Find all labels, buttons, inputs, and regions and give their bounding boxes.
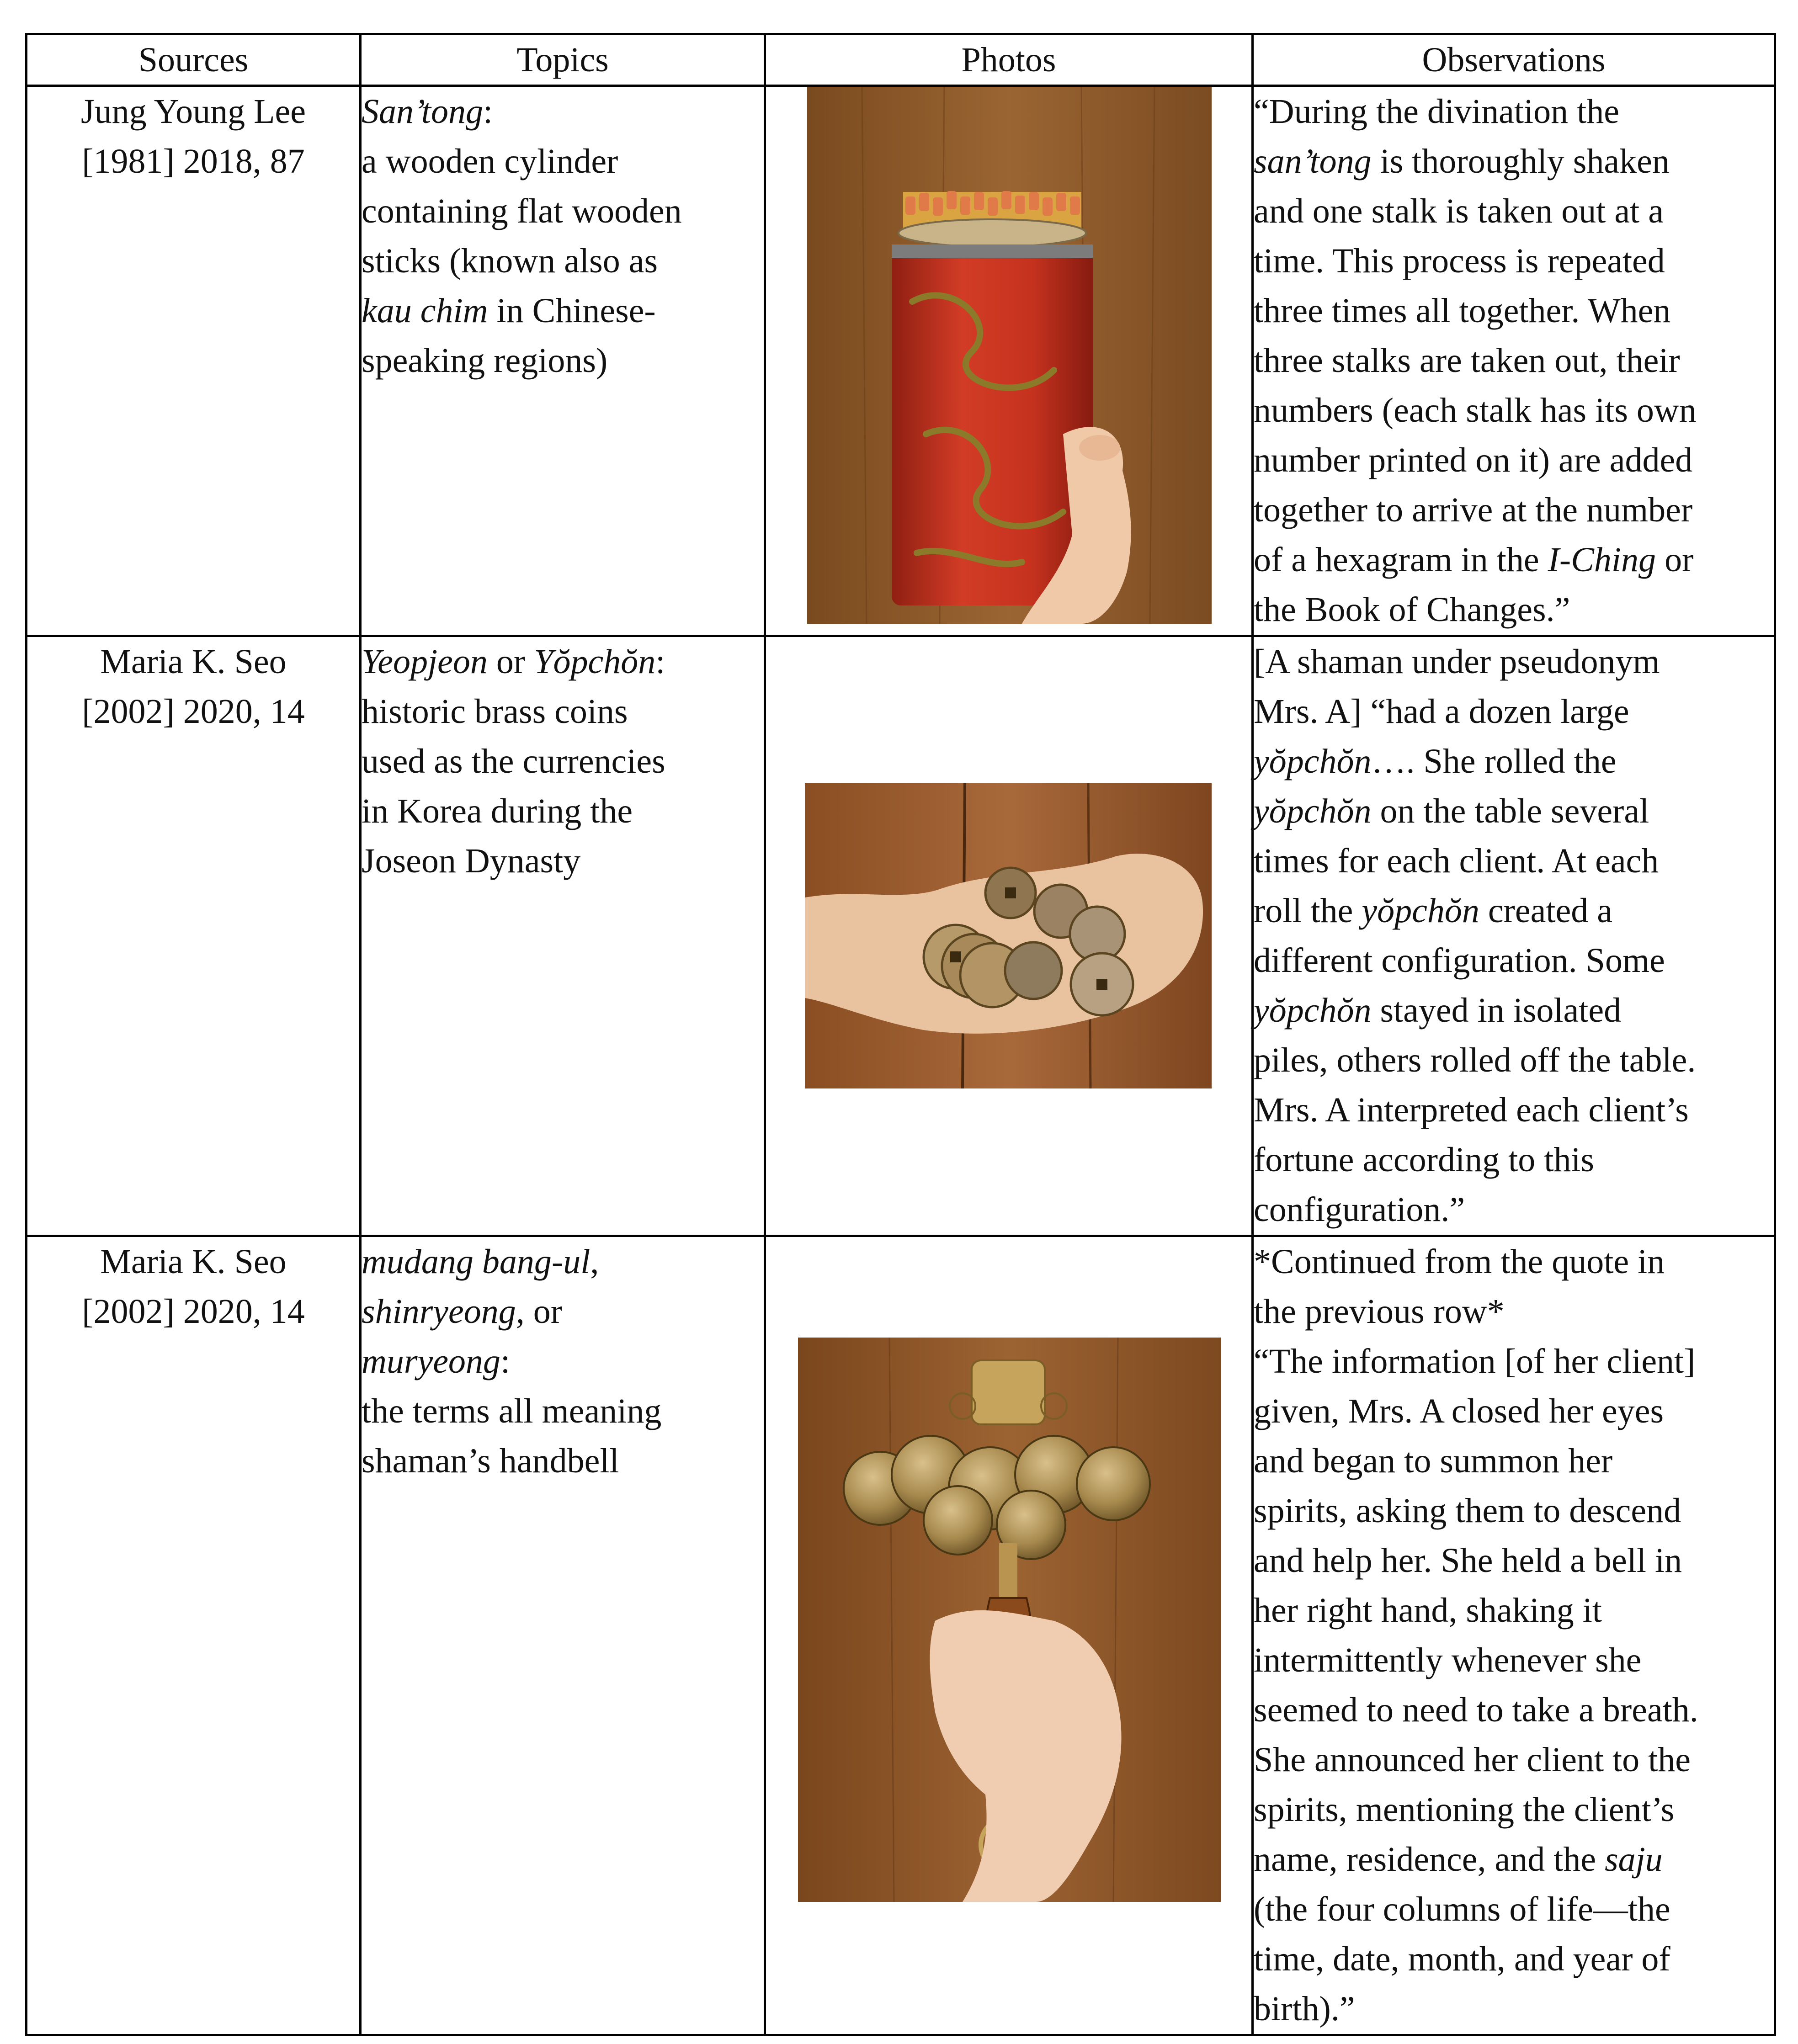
- topic-term: Yŏpchŏn: [534, 642, 656, 681]
- cylinder-rim: [899, 219, 1086, 247]
- obs-italic-term: yŏpchŏn: [1254, 991, 1372, 1030]
- topic-term: shinryeong: [362, 1292, 516, 1331]
- topic-text: [362, 637, 764, 886]
- observation-text: [1254, 637, 1774, 1235]
- table-header-row: [27, 34, 1775, 86]
- obs-text-part: or the Book of Changes.”: [1254, 541, 1694, 629]
- sources-table: [25, 33, 1776, 2036]
- topic-cell: [361, 1236, 765, 2035]
- obs-italic-term: saju: [1605, 1840, 1663, 1879]
- obs-text-part: on the table several times for each client. At each roll the: [1254, 792, 1659, 930]
- topic-desc-italic: kau chim: [362, 292, 488, 330]
- obs-italic-term: san’tong: [1254, 142, 1372, 181]
- source-cell: [27, 86, 361, 636]
- topic-or: or: [487, 642, 534, 681]
- topic-term-suffix: :: [500, 1342, 511, 1380]
- topic-cell: [361, 636, 765, 1236]
- observation-cell: [1253, 1236, 1775, 2035]
- obs-italic-term: yŏpchŏn: [1254, 792, 1372, 830]
- obs-text-part: …. She rolled the: [1371, 742, 1617, 780]
- observation-text: [1254, 1237, 1774, 2034]
- obs-text-part: (the four columns of life—the time, date, month, and year of birth).”: [1254, 1890, 1670, 2028]
- photo-cell: [765, 86, 1253, 636]
- topic-text: [362, 1237, 764, 1486]
- source-text: Maria K. Seo [2002] 2020, 14: [82, 1242, 305, 1331]
- topic-sep: , or: [516, 1292, 563, 1331]
- table-row: [27, 86, 1775, 636]
- header-photos: Photos: [765, 34, 1253, 86]
- topic-term: Yeopjeon: [362, 642, 488, 681]
- table-row: [27, 636, 1775, 1236]
- topic-desc-pre: a wooden cylinder containing flat wooden sticks (known also as: [362, 142, 682, 280]
- red-dragon-cylinder-photo: [807, 87, 1212, 624]
- header-sources: Sources: [27, 34, 361, 86]
- bell-stem: [999, 1543, 1017, 1598]
- shaman-handbell-photo: [798, 1338, 1221, 1902]
- obs-text-part: [A shaman under pseudonym Mrs. A] “had a dozen large: [1254, 642, 1660, 731]
- source-cell: [27, 636, 361, 1236]
- topic-term-suffix: :: [655, 642, 665, 681]
- topic-term-suffix: :: [483, 92, 493, 131]
- source-cell: [27, 1236, 361, 2035]
- photo-cell: [765, 1236, 1253, 2035]
- topic-desc-post: in Chinese- speaking regions): [362, 292, 656, 380]
- observation-text: [1254, 87, 1774, 635]
- obs-text-part: “During the divination the: [1254, 92, 1619, 131]
- obs-text-part: stayed in isolated piles, others rolled off the table. Mrs. A interpreted each client’s fortune according to this configuration.”: [1254, 991, 1696, 1229]
- photo-cell: [765, 636, 1253, 1236]
- header-observations: Observations: [1253, 34, 1775, 86]
- topic-term: muryeong: [362, 1342, 500, 1380]
- source-text: Jung Young Lee [1981] 2018, 87: [81, 92, 306, 181]
- table-row: [27, 1236, 1775, 2035]
- obs-italic-term: yŏpchŏn: [1254, 742, 1372, 780]
- obs-text-part: is thoroughly shaken and one stalk is taken out at a time. This process is repeated three times all together. When three stalks are taken out, their numbers (each stalk has its own number printed on it) are added together to arrive at the number of a hexagram in the: [1254, 142, 1697, 579]
- observation-cell: [1253, 86, 1775, 636]
- topic-text: [362, 87, 764, 386]
- observation-cell: [1253, 636, 1775, 1236]
- topic-term: mudang bang-ul: [362, 1242, 590, 1281]
- obs-italic-term: yŏpchŏn: [1362, 892, 1479, 930]
- topic-sep: ,: [590, 1242, 599, 1281]
- obs-italic-term: I-Ching: [1548, 541, 1656, 579]
- obs-text-part: created a different configuration. Some: [1254, 892, 1665, 980]
- obs-text-part: *Continued from the quote in the previous row* “The information [of her client] given, Mrs. A closed her eyes and began to summon her spirits, asking them to descend and help her. She held a bell in her right hand, shaking it intermittently whenever she seemed to need to take a breath. She announced her client to the spirits, mentioning the client’s name, residence, and the: [1254, 1242, 1698, 1879]
- header-topics: Topics: [361, 34, 765, 86]
- topic-cell: [361, 86, 765, 636]
- topic-desc: historic brass coins used as the currencies in Korea during the Joseon Dynasty: [362, 692, 665, 880]
- source-text: Maria K. Seo [2002] 2020, 14: [82, 642, 305, 731]
- brass-coins-in-hand-photo: [805, 783, 1212, 1088]
- topic-desc: the terms all meaning shaman’s handbell: [362, 1392, 662, 1480]
- topic-term: San’tong: [362, 92, 483, 131]
